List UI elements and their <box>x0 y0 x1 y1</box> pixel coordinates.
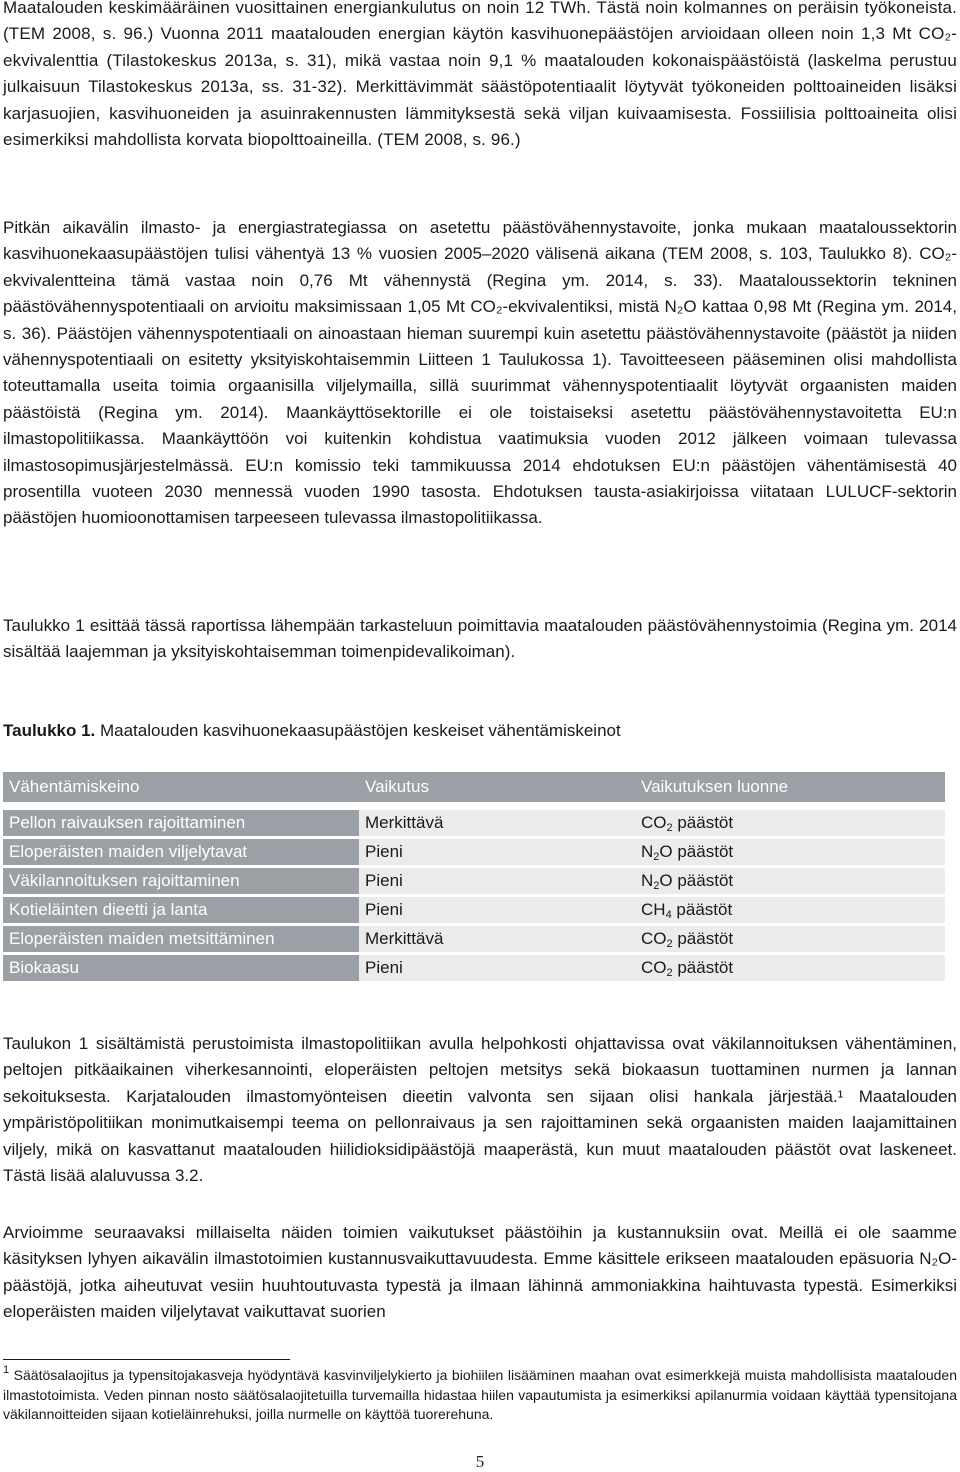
header-nature: Vaikutuksen luonne <box>635 772 945 802</box>
table-row <box>3 810 945 838</box>
cell-measure: Eloperäisten maiden metsittäminen <box>3 925 359 954</box>
table-row <box>3 838 945 867</box>
cell-measure: Väkilannoituksen rajoittaminen <box>3 867 359 896</box>
measures-table <box>3 772 945 984</box>
cell-effect: Pieni <box>359 838 635 867</box>
page-number: 5 <box>475 1452 485 1471</box>
paragraph-assessment: Arvioimme seuraavaksi millaiselta näiden toimien vaikutukset päästöihin ja kustannuksiin ovat. Meillä ei ole saamme käsityksen lyhyen aikavälin ilmastotoimien kustannusvaikuttavuudesta. Emme käsittele erikseen maatalouden epäsuoria N₂O-päästöjä, jotka aiheutuvat vesiin huuhtoutuvasta typestä ja ilmaan lähinnä ammoniakkina haihtuvasta typestä. Esimerkiksi eloperäisten maiden viljelytavat vaikuttavat suorien <box>3 1223 957 1322</box>
cell-nature: $CO_2$ päästöt <box>635 954 945 983</box>
cell-nature: $CH_4$ päästöt <box>635 896 945 925</box>
header-measure: Vähentämiskeino <box>3 772 359 802</box>
table-row <box>3 925 945 954</box>
cell-measure: Biokaasu <box>3 954 359 983</box>
footnote <box>3 1366 957 1425</box>
cell-effect: Pieni <box>359 867 635 896</box>
paragraph-energy-use: Maatalouden keskimääräinen vuosittainen energiankulutus on noin 12 TWh. Tästä noin kolmannes on peräisin työkoneista. (TEM 2008, s. 96.) Vuonna 2011 maatalouden energian käytön kasvihuonepäästöjen arvioidaan olleen noin 1,3 Mt CO₂-ekvivalenttia (Tilastokeskus 2013a, s. 31), mikä vastaa noin 9,1 % maatalouden kokonaispäästöistä (laskelma perustuu julkaisuun Tilastokeskus 2013a, ss. 31-32). Merkittävimmät säästöpotentiaalit löytyvät työkoneiden polttoaineiden lisäksi karjasuojien, kasvihuoneiden ja asuinrakennusten lämmityksestä sekä viljan kuivaamisesta. Fossiilisia polttoaineita olisi esimerkiksi mahdollista korvata biopolttoaineilla. (TEM 2008, s. 96.) <box>3 0 957 150</box>
cell-effect: Merkittävä <box>359 810 635 838</box>
footnote-marker: 1 <box>3 1364 10 1376</box>
table-row <box>3 896 945 925</box>
footnote-divider <box>3 1359 290 1360</box>
footnote-text: Säätösalaojitus ja typensitojakasveja hyödyntävä kasvinviljelykierto ja biohiilen lisääminen maahan ovat esimerkkejä muista mahdollisista maatalouden ilmastotoimista. Veden pinnan nosto säätösalaojitetuilla turvemailla hidastaa hiilen vapautumista ja esimerkiksi apilanurmia voidaan käyttää typensitojana väkilannoitteiden sijaan kotieläinrehuksi, joilla nurmelle on käyttöä tuorerehuna. <box>3 1367 957 1422</box>
cell-nature: $N_2O$ päästöt <box>635 867 945 896</box>
cell-nature: $N_2O$ päästöt <box>635 838 945 867</box>
table-caption-label: Taulukko 1. <box>3 721 96 740</box>
cell-measure: Eloperäisten maiden viljelytavat <box>3 838 359 867</box>
table-row <box>3 954 945 983</box>
cell-nature: $CO_2$ päästöt <box>635 810 945 838</box>
paragraph-emission-targets: Pitkän aikavälin ilmasto- ja energiastrategiassa on asetettu päästövähennystavoite, jonka mukaan maataloussektorin kasvihuonekaasupäästöjen tulisi vähentyä 13 % vuosien 2005–2020 välisenä aikana (TEM 2008, s. 103, Taulukko 8). CO₂-ekvivalentteina tämä vastaa noin 0,76 Mt vähennystä (Regina ym. 2014, s. 33). Maataloussektorin tekninen päästövähennyspotentiaali on arvioitu maksimissaan 1,05 Mt CO₂-ekvivalentiksi, mistä N₂O kattaa 0,98 Mt (Regina ym. 2014, s. 36). Päästöjen vähennyspotentiaali on ainoastaan hieman suurempi kuin asetettu päästövähennystavoite (päästöt ja niiden vähennyspotentiaali on esitetty yksityiskohtaisemmin Liitteen 1 Taulukossa 1). Tavoitteeseen pääseminen olisi mahdollista toteuttamalla useita toimia orgaanisilla viljelymailla, sillä suurimmat vähennyspotentiaalit löytyvät orgaanisten maiden päästöistä (Regina ym. 2014). Maankäyttösektorille ei ole toistaiseksi asetettu päästövähennystavoitetta EU:n ilmastopolitiikassa. Maankäyttöön voi kuitenkin kohdistua vaatimuksia vuoden 2012 jälkeen voimaan tulevassa ilmastosopimusjärjestelmässä. EU:n komissio teki tammikuussa 2014 ehdotuksen EU:n päästöjen vähentämisestä 40 prosentilla vuoteen 2030 mennessä vuoden 1990 tasosta. Ehdotuksen tausta-asiakirjoissa viitataan LULUCF-sektorin päästöjen huomioonottamisen tarpeeseen tulevassa ilmastopolitiikassa. <box>3 218 957 528</box>
table-caption <box>3 718 621 744</box>
cell-measure: Pellon raivauksen rajoittaminen <box>3 810 359 838</box>
table-row <box>3 867 945 896</box>
cell-effect: Merkittävä <box>359 925 635 954</box>
cell-nature: $CO_2$ päästöt <box>635 925 945 954</box>
cell-measure: Kotieläinten dieetti ja lanta <box>3 896 359 925</box>
cell-effect: Pieni <box>359 896 635 925</box>
header-effect: Vaikutus <box>359 772 635 802</box>
paragraph-basic-measures: Taulukon 1 sisältämistä perustoimista ilmastopolitiikan avulla helpohkosti ohjattavissa ovat väkilannoituksen vähentäminen, peltojen pitkäaikainen viherkesannointi, eloperäisten peltojen metsitys sekä biokaasun tuottaminen nurmen ja lannan sekoituksesta. Karjatalouden ilmastomyönteisen dieetin valvonta sen sijaan olisi hankala järjestää.¹ Maatalouden ympäristöpolitiikan monimutkaisempi teema on pellonraivaus ja sen rajoittaminen sekä orgaanisten maiden laajamittainen viljely, mikä on kasvattanut maatalouden hiilidioksidipäästöjä maaperästä, kun muut maatalouden päästöt ovat laskeneet. Tästä lisää alaluvussa 3.2. <box>3 1034 957 1186</box>
cell-effect: Pieni <box>359 954 635 983</box>
table-caption-text: Maatalouden kasvihuonekaasupäästöjen keskeiset vähentämiskeinot <box>95 721 621 740</box>
table-header-row <box>3 772 945 802</box>
paragraph-table-intro: Taulukko 1 esittää tässä raportissa lähempään tarkasteluun poimittavia maatalouden päästövähennystoimia (Regina ym. 2014 sisältää laajemman ja yksityiskohtaisemman toimenpidevalikoiman). <box>3 616 957 662</box>
